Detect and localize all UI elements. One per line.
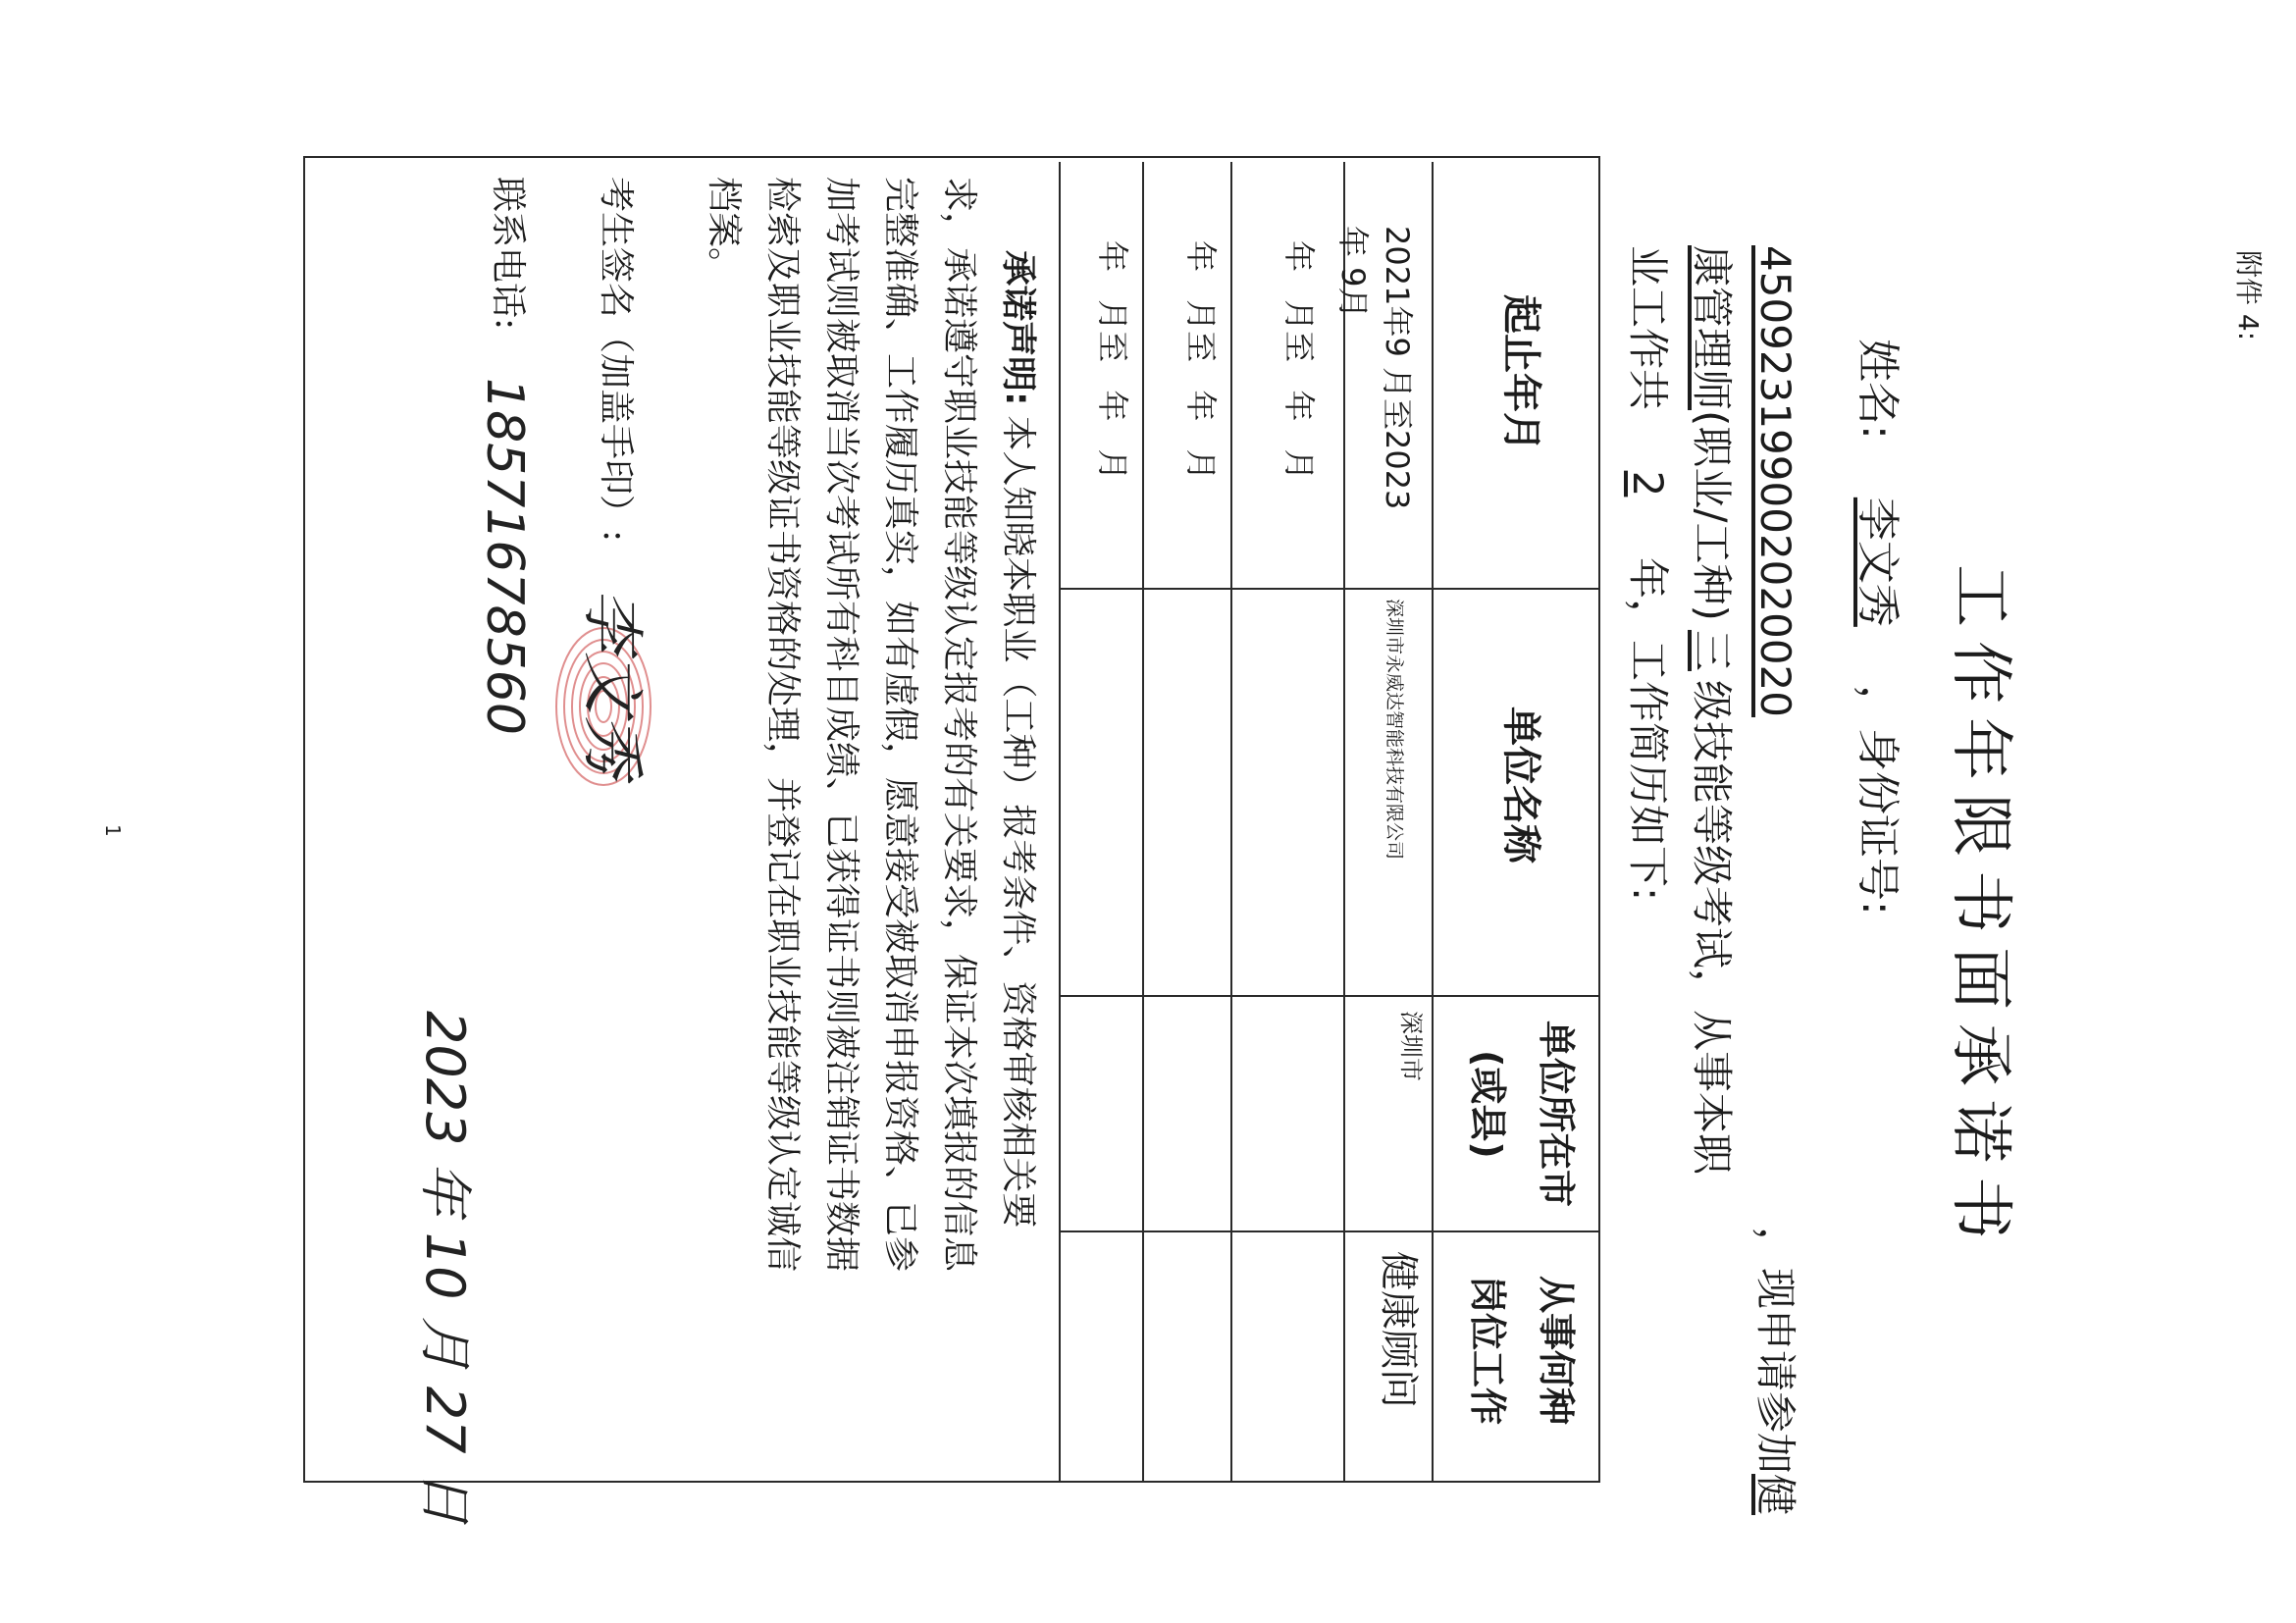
apply-text: ，现申请参加 xyxy=(1751,1227,1800,1475)
row3-period: 年 月至 年 月 xyxy=(1182,240,1220,481)
occupation-value-part1: 健 xyxy=(1751,1474,1800,1516)
declaration-line-6: 档案。 xyxy=(704,177,744,284)
declaration-heading: 承诺声明: xyxy=(998,250,1038,406)
row2-period: 年 月至 年 月 xyxy=(1280,240,1318,481)
header-city-line2: (或县) xyxy=(1466,1050,1509,1159)
row1-city: 深圳市 xyxy=(1397,1011,1425,1081)
page-number: 1 xyxy=(101,824,125,837)
row1-company: 深圳市永威达智能科技有限公司 xyxy=(1383,599,1405,861)
occupation-suffix: (职业/工种) xyxy=(1688,410,1736,621)
line3-prefix: 业工作共 xyxy=(1624,245,1672,411)
phone-value: 18571678560 xyxy=(475,378,534,735)
level-value: 三 xyxy=(1688,629,1736,671)
header-period: 起止年月 xyxy=(1498,294,1543,451)
id-label: ，身份证号: xyxy=(1852,684,1903,916)
line3-suffix: 年，工作简历如下: xyxy=(1624,557,1672,902)
row1-period-line2: 年 9月 xyxy=(1334,226,1372,319)
name-value: 李文秀 xyxy=(1852,497,1903,627)
declaration-line-5: 检索及职业技能等级证书资格的处理，并登记在职业技能等级认定诚信 xyxy=(762,177,803,1273)
signature-label: 考生签名（加盖手印）: xyxy=(596,177,636,543)
row1-period-line1: 2021年9 月至2023 xyxy=(1379,226,1416,510)
years-value: 2 xyxy=(1624,470,1672,497)
name-label: 姓名: xyxy=(1852,339,1903,440)
header-company: 单位名称 xyxy=(1498,707,1543,864)
document-title: 工作年限书面承诺书 xyxy=(1944,564,2016,1253)
declaration-line-1: 承诺声明:本人知晓本职业（工种）报考条件、资格审核相关要 xyxy=(998,250,1038,1229)
row1-position: 健康顾问 xyxy=(1376,1251,1421,1408)
row4-period: 年 月至 年 月 xyxy=(1094,240,1131,481)
declaration-line-3: 完整准确、工作履历真实，如有虚假，愿意接受被取消申报资格、已参 xyxy=(880,177,920,1273)
declaration-line-2: 求，承诺遵守职业技能等级认定报考的有关要求，保证本次填报的信息 xyxy=(939,177,979,1273)
attachment-label: 附件 4: xyxy=(2232,250,2265,341)
occupation-value-part2: 康管理师 xyxy=(1688,245,1736,411)
handwritten-signature: 李文秀 xyxy=(575,589,648,777)
header-position-line2: 岗位工作 xyxy=(1466,1276,1509,1426)
header-city-line1: 单位所在市 xyxy=(1535,1021,1578,1208)
header-position-line1: 从事何种 xyxy=(1535,1276,1578,1426)
declaration-line-4: 加考试则被取消当次考试所有科目成绩、已获得证书则被注销证书数据 xyxy=(821,177,861,1273)
phone-label: 联系电话: xyxy=(488,177,528,331)
id-value: 450923199002020020 xyxy=(1751,245,1800,717)
signing-date: 2023 年 10 月 27 日 xyxy=(414,1011,476,1524)
level-suffix: 级技能等级考试，从事本职 xyxy=(1688,679,1736,1175)
